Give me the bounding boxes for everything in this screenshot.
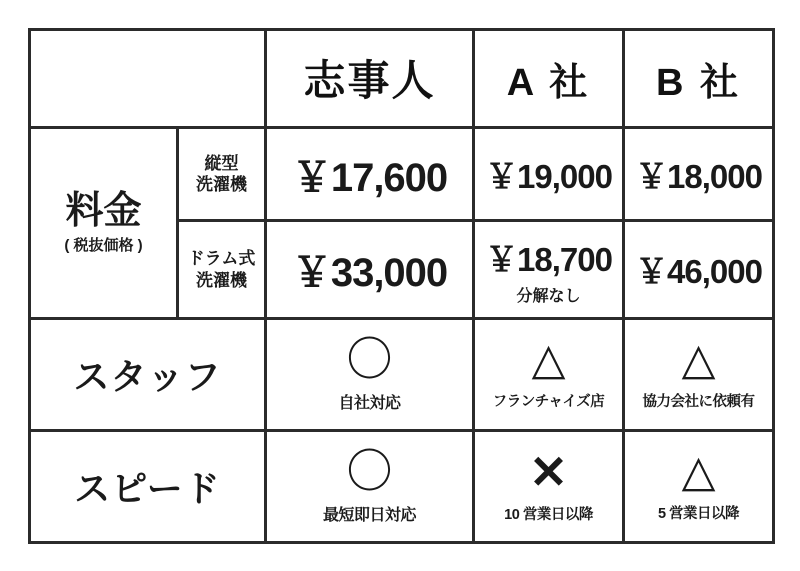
cell-staff-company-b: [624, 319, 774, 431]
circle-mark-icon: 〇: [346, 445, 393, 497]
cell-staff-own: [266, 319, 474, 431]
caption-staff-b: 協力会社に依頼有: [642, 394, 755, 411]
caption-speed-a: 10 営業日以降: [504, 507, 593, 523]
circle-mark-icon: 〇: [346, 333, 393, 386]
header-company-a: A 社: [474, 30, 624, 128]
sublabel-drum-line1: ドラム式: [187, 249, 256, 269]
cell-drum-company-a: [474, 221, 624, 319]
cell-vertical-own: [266, 127, 474, 221]
cross-mark-icon: ✕: [529, 446, 568, 498]
table-header-row: [30, 30, 774, 128]
table-row: [30, 127, 774, 221]
row-label-speed: スピード: [30, 431, 266, 543]
cell-staff-company-a: [474, 319, 624, 431]
caption-speed-b: 5 営業日以降: [657, 506, 740, 522]
caption-speed-own: 最短即日対応: [322, 507, 416, 524]
row-label-fee-main: 料金: [65, 190, 142, 233]
sublabel-vertical-line2: 洗濯機: [196, 175, 247, 195]
header-own-company: 志事人: [266, 30, 474, 128]
cell-speed-company-b: [624, 431, 774, 543]
triangle-mark-icon: △: [681, 335, 716, 385]
price-vertical-b: ￥18,000: [635, 157, 762, 195]
header-company-b: B 社: [624, 30, 774, 128]
triangle-mark-icon: △: [531, 335, 566, 385]
price-vertical-a: ￥19,000: [485, 157, 612, 195]
price-drum-b: ￥46,000: [635, 253, 762, 291]
caption-staff-a: フランチャイズ店: [492, 394, 605, 411]
price-drum-a: ￥18,700: [485, 240, 612, 278]
comparison-table: [28, 28, 775, 544]
cell-drum-own: [266, 221, 474, 319]
note-drum-a: 分解なし: [516, 287, 581, 305]
triangle-mark-icon: △: [681, 447, 716, 496]
table-row: [30, 319, 774, 431]
sublabel-drum-line2: 洗濯機: [196, 270, 247, 290]
cell-vertical-company-a: [474, 127, 624, 221]
cell-vertical-company-b: [624, 127, 774, 221]
caption-staff-own: 自社対応: [338, 395, 401, 413]
sublabel-vertical-washer: [178, 127, 266, 221]
row-label-fee-sub: ( 税抜価格 ): [64, 236, 143, 254]
table-row: [30, 431, 774, 543]
row-label-fee: [30, 127, 178, 318]
price-vertical-own: ￥17,600: [291, 155, 448, 200]
cell-speed-own: [266, 431, 474, 543]
cell-drum-company-b: [624, 221, 774, 319]
header-blank-cell: [30, 30, 266, 128]
cell-speed-company-a: [474, 431, 624, 543]
price-drum-own: ￥33,000: [291, 251, 448, 296]
sublabel-vertical-line1: 縦型: [204, 153, 239, 173]
row-label-staff: スタッフ: [30, 319, 266, 431]
sublabel-drum-washer: [178, 221, 266, 319]
